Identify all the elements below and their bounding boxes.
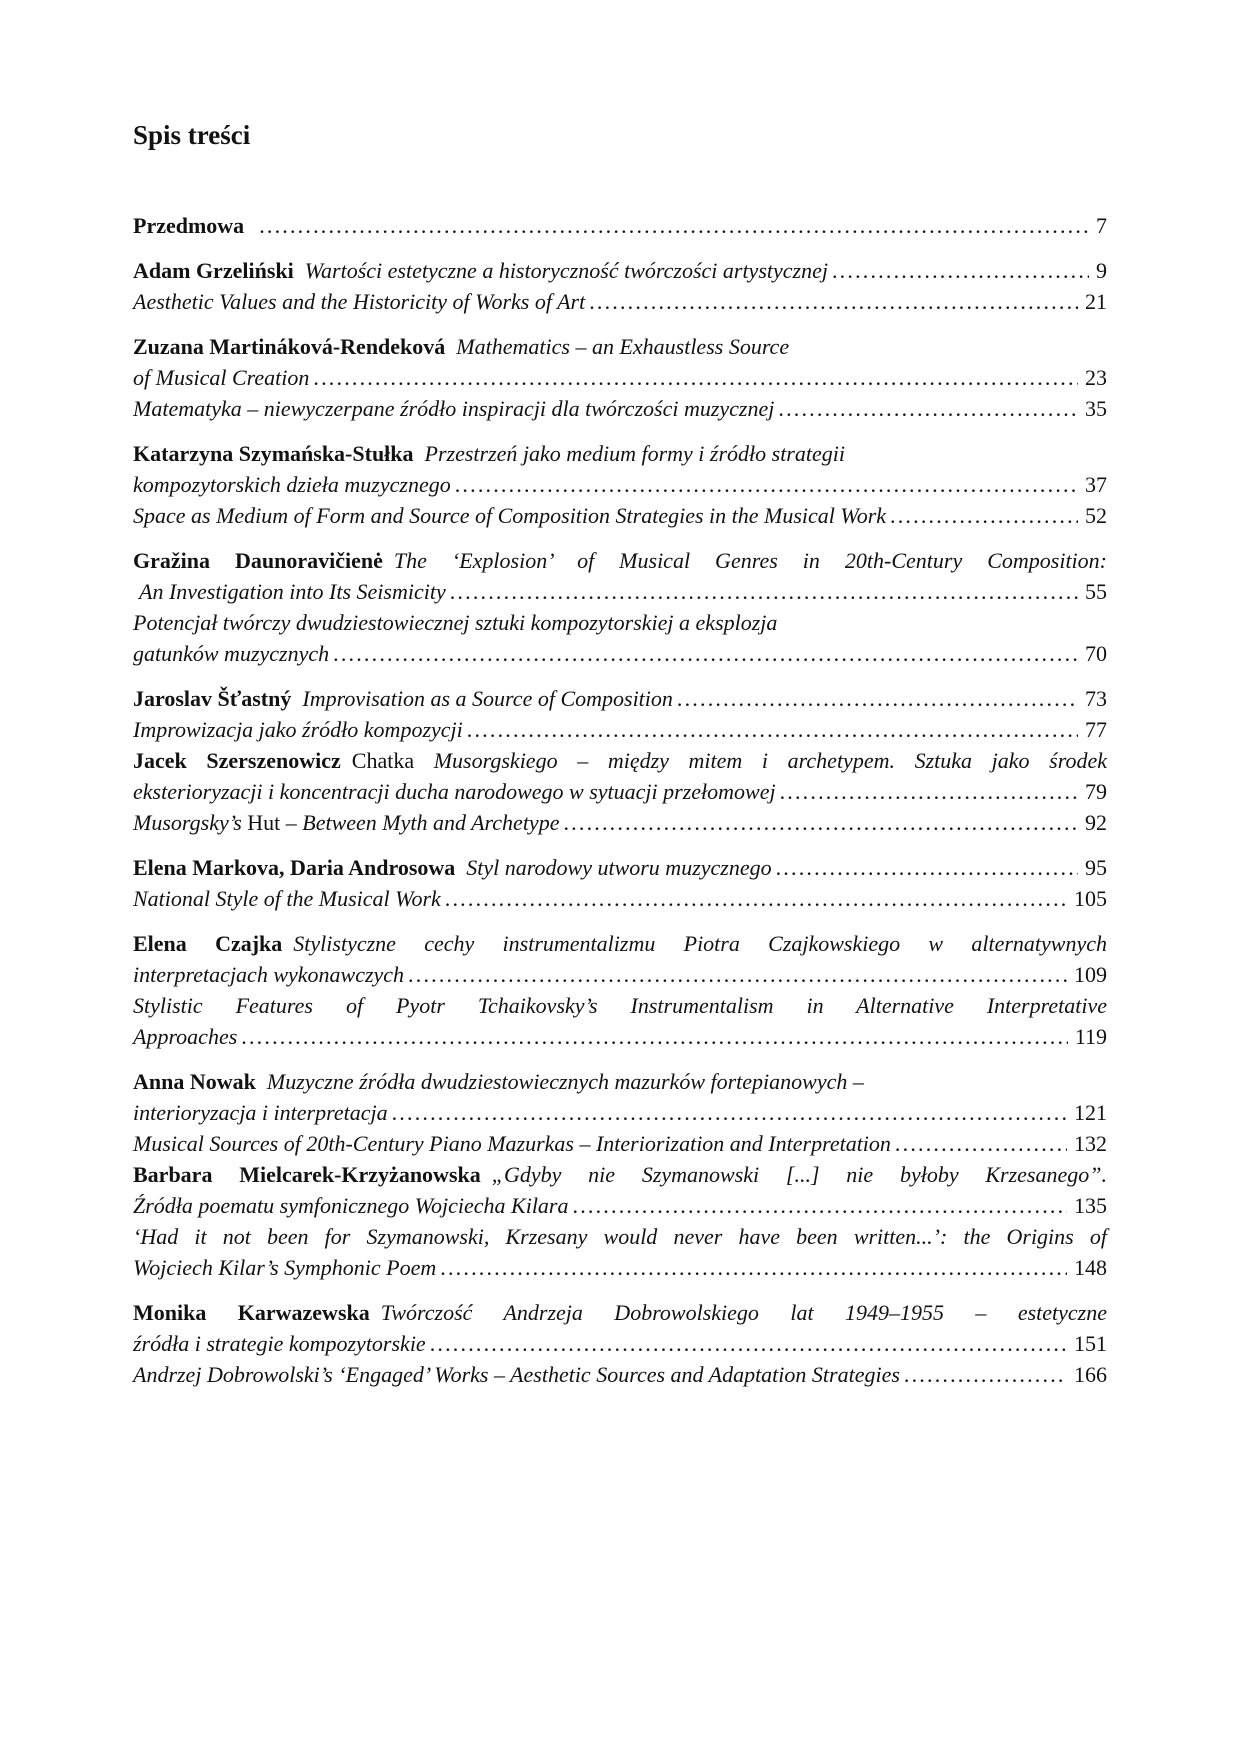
page-number: 79 [1085,779,1107,804]
toc-line [133,255,1107,286]
toc-line-text [133,1252,436,1283]
toc-entry [133,1297,1107,1390]
toc-line-text [133,1128,891,1159]
dot-leader [430,1328,1067,1359]
title-text: Potencjał twórczy dwudziestowiecznej sztuki kompozytorskiej a eksplozja [133,610,778,635]
dot-leader [780,776,1078,807]
toc-line-text [133,469,451,500]
title-text: interpretacjach wykonawczych [133,962,405,987]
toc-line-text [133,500,886,531]
author-name: Zuzana Martináková-Rendeková [133,334,446,359]
toc-line [133,1097,1107,1128]
toc-line-text [133,1021,237,1052]
toc-line [133,331,1107,362]
dot-leader [313,362,1078,393]
toc-line-text [133,334,789,359]
page-title: Spis treści [133,120,251,150]
dot-leader [832,255,1089,286]
title-text: Between Myth and Archetype [302,810,560,835]
title-text: Muzyczne źródła dwudziestowiecznych mazurków fortepianowych – [266,1069,864,1094]
title-text: Improwizacja jako źródło kompozycji [133,717,463,742]
title-text: Przestrzeń jako medium formy i źródło strategii [424,441,845,466]
dot-leader [776,852,1078,883]
toc-entry [133,1066,1107,1159]
toc-line-text [133,1162,1107,1187]
title-text: Aesthetic Values and the Historicity of Works of Art [133,289,586,314]
title-text: Styl narodowy utworu muzycznego [466,855,772,880]
dot-leader [890,500,1078,531]
toc-line [133,469,1107,500]
page-number: 105 [1074,886,1107,911]
dot-leader [455,469,1078,500]
author-name: Barbara Mielcarek-Krzyżanowska [133,1162,481,1187]
title-text: Twórczość Andrzeja Dobrowolskiego lat 1949–1955 – estetyczne [380,1300,1108,1325]
title-text: eksterioryzacji i koncentracji ducha narodowego w sytuacji przełomowej [133,779,776,804]
toc-entry [133,683,1107,745]
page-number: 9 [1096,258,1107,283]
toc-line [133,286,1107,317]
toc-line-text [133,1359,900,1390]
dot-leader [573,1190,1068,1221]
toc-entry [133,852,1107,914]
toc-line-text [133,1069,864,1094]
toc-line [133,1328,1107,1359]
toc-line-text [133,610,777,635]
toc-line-text [133,683,673,714]
page-number: 55 [1085,579,1107,604]
dot-leader [241,1021,1068,1052]
title-text: Approaches [133,1024,238,1049]
dot-leader [589,286,1078,317]
title-text: National Style of the Musical Work [133,886,441,911]
toc-line [133,1190,1107,1221]
title-text: „Gdyby nie Szymanowski [...] nie byłoby Krzesanego”. [491,1162,1107,1187]
title-text: Andrzej Dobrowolski’s ‘Engaged’ Works – Aesthetic Sources and Adaptation Strategies [133,1362,900,1387]
toc-line-text [133,959,404,990]
dot-leader [450,576,1078,607]
title-text: interioryzacja i interpretacja [133,1100,388,1125]
page-number: 70 [1085,641,1107,666]
page-number: 166 [1074,1362,1107,1387]
title-text: Stylistyczne cechy instrumentalizmu Piotra Czajkowskiego w alternatywnych [293,931,1108,956]
author-name: Katarzyna Szymańska-Stułka [133,441,414,466]
title-text: Hut – [241,810,303,835]
toc-line [133,362,1107,393]
author-name: Anna Nowak [133,1069,256,1094]
toc-line-text [133,714,463,745]
page-number: 132 [1074,1131,1107,1156]
toc-line [133,990,1107,1021]
toc-line-text [133,993,1107,1018]
page-number: 23 [1085,365,1107,390]
toc-line-text [133,931,1107,956]
toc-entry [133,545,1107,669]
page-number: 95 [1085,855,1107,880]
page-number: 73 [1085,686,1107,711]
toc-line [133,1297,1107,1328]
dot-leader [895,1128,1067,1159]
toc-line-text [133,776,776,807]
page-number: 119 [1074,1024,1107,1049]
toc-line-text [133,638,329,669]
author-name: Elena Czajka [133,931,283,956]
title-text: Space as Medium of Form and Source of Composition Strategies in the Musical Work [133,503,887,528]
toc-line-text [133,362,309,393]
title-text: Stylistic Features of Pyotr Tchaikovsky’s Instrumentalism in Alternative Interpretative [133,993,1107,1018]
author-name: Gražina Daunoravičienė [133,548,383,573]
page-number: 77 [1085,717,1107,742]
toc-line [133,576,1107,607]
title-text: Mathematics – an Exhaustless Source [456,334,790,359]
toc-line [133,1066,1107,1097]
toc-line-text [133,393,774,424]
page-number: 151 [1074,1331,1107,1356]
dot-leader [333,638,1078,669]
dot-leader [445,883,1067,914]
toc-line [133,959,1107,990]
toc-line-text [133,1224,1107,1249]
toc-line [133,1221,1107,1252]
title-text: kompozytorskich dzieła muzycznego [133,472,451,497]
page-number: 109 [1074,962,1107,987]
toc-line [133,1359,1107,1390]
toc-entry [133,745,1107,838]
page-number: 92 [1085,810,1107,835]
page-number: 52 [1085,503,1107,528]
toc-line [133,776,1107,807]
toc-line [133,438,1107,469]
toc-line [133,500,1107,531]
toc-line-text [133,852,772,883]
toc-line-text [133,1328,426,1359]
page-number: 7 [1096,213,1107,238]
toc-line-text [133,1300,1107,1325]
toc-line [133,607,1107,638]
toc-entry [133,928,1107,1052]
toc-line-text [133,255,828,286]
toc-list [133,210,1107,1390]
toc-entry [133,438,1107,531]
toc-entry [133,210,1107,241]
toc-line [133,714,1107,745]
toc-line-text [133,1097,388,1128]
toc-line [133,1021,1107,1052]
author-name: Elena Markova, Daria Androsowa [133,855,456,880]
title-text: Improvisation as a Source of Composition [302,686,673,711]
dot-leader [259,210,1089,241]
author-name: Monika Karwazewska [133,1300,370,1325]
toc-line-text [133,210,255,241]
toc-line-text [133,748,1107,773]
toc-line [133,638,1107,669]
page-number: 35 [1085,396,1107,421]
title-text: Wojciech Kilar’s Symphonic Poem [133,1255,437,1280]
page-number: 135 [1074,1193,1107,1218]
toc-entry [133,255,1107,317]
toc-line-text [133,286,585,317]
dot-leader [904,1359,1067,1390]
title-text: Musorgsky’s [133,810,242,835]
toc-line-text [133,441,845,466]
title-text: Musorgskiego – między mitem i archetypem. Sztuka jako środek [433,748,1107,773]
toc-line-text [133,883,441,914]
page-number: 121 [1074,1100,1107,1125]
toc-line-text [139,576,446,607]
toc-entry [133,331,1107,424]
dot-leader [408,959,1067,990]
page-number: 21 [1085,289,1107,314]
toc-line [133,807,1107,838]
toc-line-text [133,807,559,838]
toc-line [133,210,1107,241]
toc-line [133,1159,1107,1190]
page-number: 148 [1074,1255,1107,1280]
author-name: Jaroslav Šťastný [133,686,292,711]
title-text: of Musical Creation [133,365,310,390]
toc-line [133,928,1107,959]
toc-line [133,1128,1107,1159]
author-name: Jacek Szerszenowicz [133,748,341,773]
author-name: Przedmowa [133,213,245,238]
title-text: gatunków muzycznych [133,641,330,666]
toc-line-text [133,548,1107,573]
toc-line-text [133,1190,569,1221]
title-text: Matematyka – niewyczerpane źródło inspiracji dla twórczości muzycznej [133,396,775,421]
title-text: ‘Had it not been for Szymanowski, Krzesany would never have been written...’: the Origins of [133,1224,1107,1249]
toc-line [133,1252,1107,1283]
dot-leader [563,807,1078,838]
toc-line [133,545,1107,576]
toc-line [133,745,1107,776]
toc-line [133,883,1107,914]
title-text: źródła i strategie kompozytorskie [133,1331,426,1356]
author-name: Adam Grzeliński [133,258,294,283]
toc-line [133,393,1107,424]
dot-leader [677,683,1078,714]
dot-leader [440,1252,1067,1283]
title-text: Źródła poematu symfonicznego Wojciecha Kilara [133,1193,569,1218]
title-text: Musical Sources of 20th-Century Piano Mazurkas – Interiorization and Interpretation [133,1131,891,1156]
dot-leader [778,393,1078,424]
title-text: The ‘Explosion’ of Musical Genres in 20th-Century Composition: [393,548,1107,573]
title-text: Wartości estetyczne a historyczność twórczości artystycznej [304,258,828,283]
title-text: An Investigation into Its Seismicity [139,579,446,604]
dot-leader [392,1097,1067,1128]
toc-line [133,852,1107,883]
title-text: Chatka [351,748,434,773]
toc-line [133,683,1107,714]
toc-entry [133,1159,1107,1283]
page-number: 37 [1085,472,1107,497]
dot-leader [467,714,1078,745]
